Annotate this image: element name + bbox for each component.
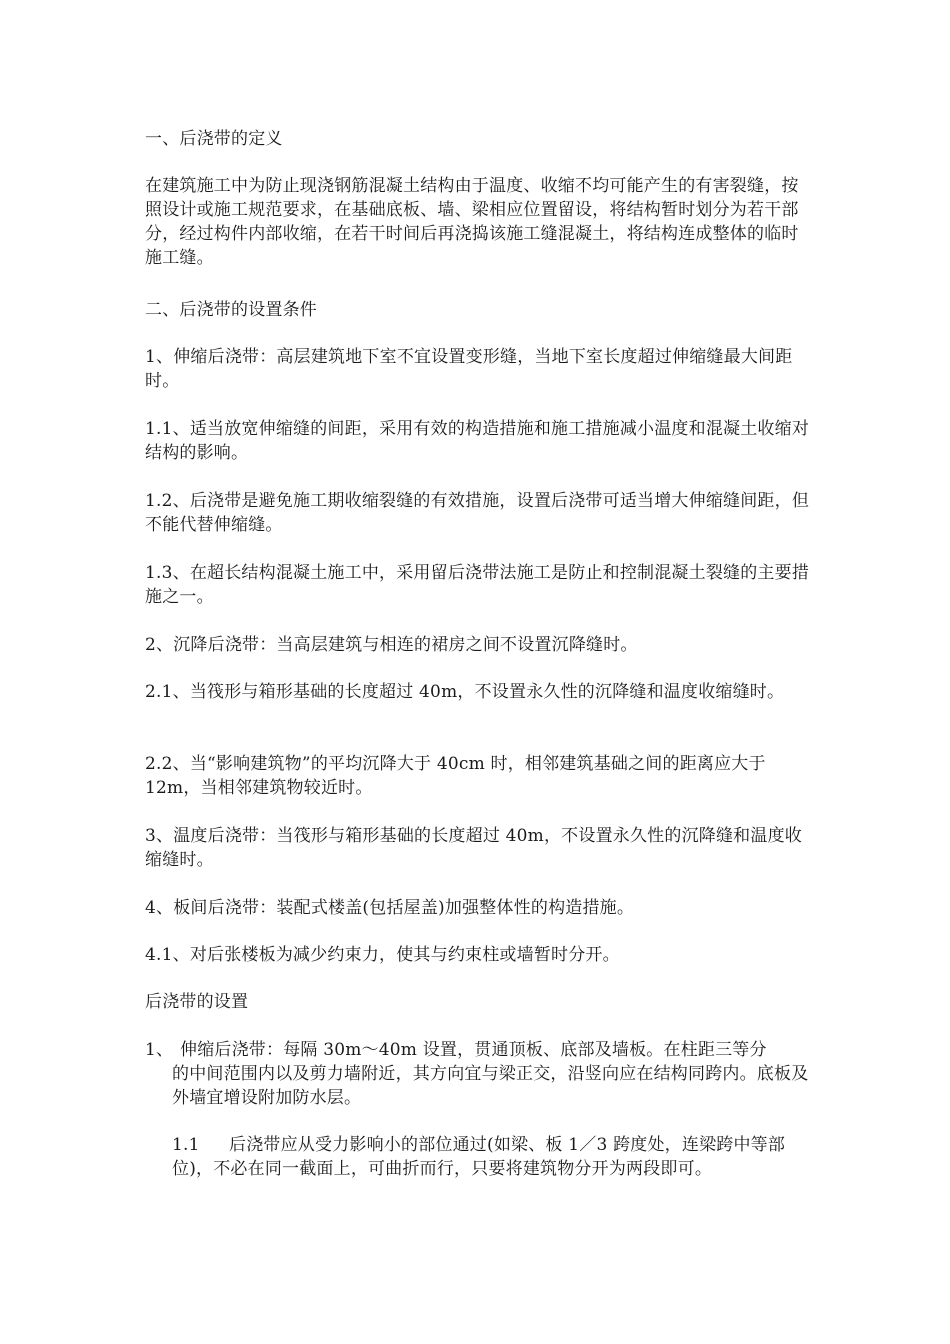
paragraph-4-1: 4.1、对后张楼板为减少约束力，使其与约束柱或墙暂时分开。 (145, 945, 620, 965)
paragraph-2-1: 2.1、当筏形与箱形基础的长度超过 40m，不设置永久性的沉降缝和温度收缩缝时。 (145, 682, 785, 702)
heading-definition: 一、后浇带的定义 (145, 129, 283, 149)
heading-conditions: 二、后浇带的设置条件 (145, 300, 317, 320)
paragraph-slab-band: 4、板间后浇带：装配式楼盖(包括屋盖)加强整体性的构造措施。 (145, 898, 635, 918)
paragraph-expansion-band: 1、伸缩后浇带：高层建筑地下室不宜设置变形缝，当地下室长度超过伸缩缝最大间距时。 (145, 347, 793, 391)
paragraph-definition: 在建筑施工中为防止现浇钢筋混凝土结构由于温度、收缩不均可能产生的有害裂缝，按照设计或施工规范要求，在基础底板、墙、梁相应位置留设，将结构暂时划分为若干部分，经过构件内部收缩，在若干时间后再浇捣该施工缝混凝土，将结构连成整体的临时施工缝。 (145, 176, 799, 268)
paragraph-temperature-band: 3、温度后浇带：当筏形与箱形基础的长度超过 40m，不设置永久性的沉降缝和温度收缩缝时。 (145, 826, 802, 870)
paragraph-1-1: 1.1、适当放宽伸缩缝的间距，采用有效的构造措施和施工措施减小温度和混凝土收缩对结构的影响。 (145, 419, 810, 463)
setting-item-1 (145, 1038, 815, 1110)
setting-item-1-continuation: 的中间范围内以及剪力墙附近，其方向宜与梁正交，沿竖向应在结构同跨内。底板及外墙宜增设附加防水层。 (172, 1064, 809, 1108)
paragraph-1-2: 1.2、后浇带是避免施工期收缩裂缝的有效措施，设置后浇带可适当增大伸缩缝间距，但不能代替伸缩缝。 (145, 491, 810, 535)
setting-item-1-1 (172, 1133, 812, 1181)
paragraph-1-3: 1.3、在超长结构混凝土施工中，采用留后浇带法施工是防止和控制混凝土裂缝的主要措施之一。 (145, 563, 810, 607)
setting-item-1-first-line: 伸缩后浇带：每隔 30m～40m 设置，贯通顶板、底部及墙板。在柱距三等分 (180, 1040, 767, 1060)
heading-settings: 后浇带的设置 (145, 992, 249, 1012)
paragraph-2-2: 2.2、当“影响建筑物”的平均沉降大于 40cm 时，相邻建筑基础之间的距离应大于 12m，当相邻建筑物较近时。 (145, 754, 766, 798)
setting-item-1-1-number: 1.1 (172, 1135, 200, 1155)
setting-item-1-number: 1、 (145, 1040, 174, 1060)
paragraph-settlement-band: 2、沉降后浇带：当高层建筑与相连的裙房之间不设置沉降缝时。 (145, 635, 638, 655)
setting-item-1-1-text: 后浇带应从受力影响小的部位通过(如梁、板 1／3 跨度处，连梁跨中等部位)，不必在同一截面上，可曲折而行，只要将建筑物分开为两段即可。 (172, 1135, 786, 1179)
